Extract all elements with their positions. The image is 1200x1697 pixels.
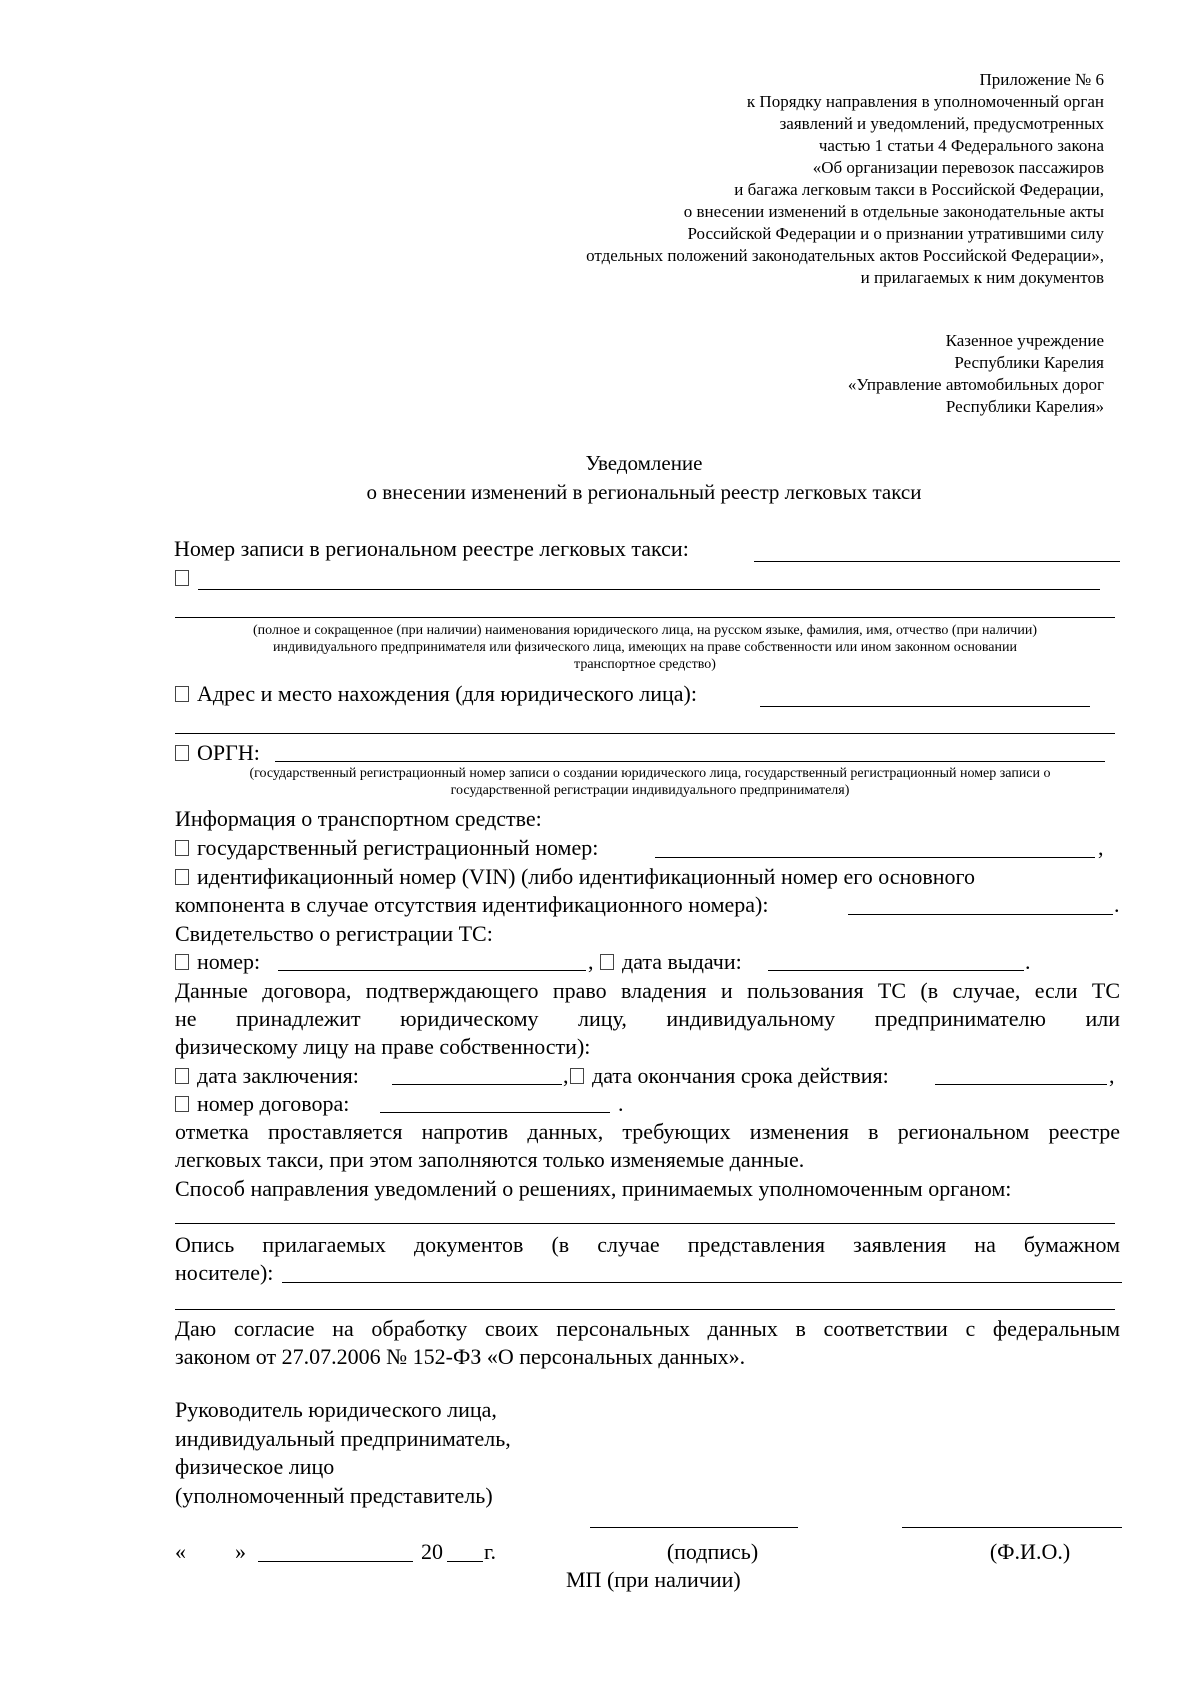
contract-end-label: дата окончания срока действия: <box>592 1063 889 1088</box>
contract-number-checkbox[interactable] <box>175 1096 189 1112</box>
documents-field-2[interactable] <box>175 1309 1115 1310</box>
record-number-label: Номер записи в региональном реестре легковых такси: <box>174 536 689 561</box>
ogrn-field[interactable] <box>275 761 1105 762</box>
contract-date-checkbox[interactable] <box>175 1068 189 1084</box>
cert-number-label: номер: <box>197 949 261 974</box>
date-year-suffix: г. <box>484 1539 497 1564</box>
date-quote-close: » <box>235 1539 246 1564</box>
consent-line1: Даю согласие на обработку своих персональных данных в соответствии с федеральным <box>175 1316 1120 1341</box>
address-row <box>175 680 697 707</box>
addressee-line: Казенное учреждение <box>945 331 1104 350</box>
ogrn-note-line: (государственный регистрационный номер записи о создании юридического лица, государственный регистрационный номер записи о <box>249 766 1051 781</box>
contract-end-comma: , <box>1109 1063 1115 1088</box>
vin-label-line1: идентификационный номер (VIN) (либо идентификационный номер его основного <box>197 864 975 889</box>
contract-end-row <box>570 1062 889 1089</box>
appendix-line: и багажа легковым такси в Российской Федерации, <box>734 180 1104 199</box>
ogrn-row <box>175 739 260 766</box>
contract-end-field[interactable] <box>935 1084 1107 1085</box>
addressee-line: Республики Карелия» <box>945 397 1104 416</box>
appendix-header <box>586 69 1104 289</box>
record-number-field[interactable] <box>754 561 1120 562</box>
address-field-2[interactable] <box>175 733 1115 734</box>
appendix-line: Приложение № 6 <box>979 70 1104 89</box>
contract-intro-line2: не принадлежит юридическому лицу, индивидуальному предпринимателю или <box>175 1006 1120 1031</box>
name-caption: (Ф.И.О.) <box>989 1539 1071 1564</box>
appendix-line: о внесении изменений в отдельные законодательные акты <box>683 202 1104 221</box>
contract-number-label: номер договора: <box>197 1091 350 1116</box>
contract-intro-line1: Данные договора, подтверждающего право владения и пользования ТС (в случае, если ТС <box>175 978 1120 1003</box>
cert-number-checkbox[interactable] <box>175 954 189 970</box>
contract-date-row <box>175 1062 359 1089</box>
mark-note-line1: отметка проставляется напротив данных, требующих изменения в региональном реестре <box>175 1119 1120 1144</box>
date-year-field[interactable] <box>447 1561 483 1562</box>
cert-date-checkbox[interactable] <box>600 954 614 970</box>
delivery-method-label: Способ направления уведомлений о решениях, принимаемых уполномоченным органом: <box>175 1176 1012 1201</box>
signer-line: индивидуальный предприниматель, <box>175 1425 511 1451</box>
cert-number-field[interactable] <box>278 970 586 971</box>
cert-date-period: . <box>1025 949 1031 974</box>
reg-plate-checkbox[interactable] <box>175 840 189 856</box>
appendix-line: частью 1 статьи 4 Федерального закона <box>818 136 1104 155</box>
appendix-line: к Порядку направления в уполномоченный орган <box>746 92 1104 111</box>
owner-name-field[interactable] <box>198 589 1100 590</box>
reg-plate-label: государственный регистрационный номер: <box>197 835 599 860</box>
cert-date-row <box>600 948 742 975</box>
date-month-field[interactable] <box>258 1561 413 1562</box>
signer-line: физическое лицо <box>175 1454 335 1479</box>
vehicle-info-label: Информация о транспортном средстве: <box>175 806 542 831</box>
vin-label-line2: компонента в случае отсутствия идентификационного номера): <box>175 892 769 917</box>
contract-date-label: дата заключения: <box>197 1063 359 1088</box>
appendix-line: Российской Федерации и о признании утратившими силу <box>687 224 1104 243</box>
contract-number-field[interactable] <box>380 1112 610 1113</box>
contract-date-comma: , <box>563 1063 569 1088</box>
ogrn-note-line: государственной регистрации индивидуального предпринимателя) <box>450 783 850 798</box>
contract-end-checkbox[interactable] <box>570 1068 584 1084</box>
owner-note <box>175 622 1115 673</box>
contract-number-period: . <box>618 1091 624 1116</box>
documents-line1: Опись прилагаемых документов (в случае представления заявления на бумажном <box>175 1232 1120 1257</box>
documents-field[interactable] <box>282 1282 1122 1283</box>
delivery-method-field[interactable] <box>175 1223 1115 1224</box>
signer-line: Руководитель юридического лица, <box>175 1397 497 1422</box>
documents-line2: носителе): <box>175 1260 274 1285</box>
address-label: Адрес и место нахождения (для юридического лица): <box>197 681 697 706</box>
owner-name-field-2[interactable] <box>175 617 1115 618</box>
owner-note-line: транспортное средство) <box>574 657 716 672</box>
owner-note-line: (полное и сокращенное (при наличии) наименования юридического лица, на русском языке, фамилия, имя, отчество (при наличии) <box>253 623 1037 638</box>
vin-period: . <box>1114 892 1120 917</box>
vin-checkbox[interactable] <box>175 869 189 885</box>
owner-checkbox[interactable] <box>175 570 189 586</box>
addressee-line: Республики Карелия <box>954 353 1104 372</box>
document-title <box>0 450 1200 505</box>
addressee-block <box>848 330 1104 418</box>
date-quote-open: « <box>175 1539 186 1564</box>
vin-row <box>175 863 975 890</box>
ogrn-label: ОРГН: <box>197 740 260 765</box>
signer-line: (уполномоченный представитель) <box>175 1482 493 1508</box>
signer-block <box>175 1396 511 1510</box>
address-checkbox[interactable] <box>175 686 189 702</box>
stamp-caption: МП (при наличии) <box>566 1567 741 1592</box>
name-field[interactable] <box>902 1527 1122 1528</box>
cert-number-row <box>175 948 260 975</box>
contract-intro-line3: физическому лицу на праве собственности): <box>175 1034 591 1059</box>
appendix-line: отдельных положений законодательных актов Российской Федерации», <box>586 246 1104 265</box>
contract-date-field[interactable] <box>392 1084 562 1085</box>
reg-plate-row <box>175 834 598 861</box>
cert-date-label: дата выдачи: <box>622 949 742 974</box>
reg-plate-comma: , <box>1098 835 1104 860</box>
reg-plate-field[interactable] <box>655 857 1095 858</box>
certificate-label: Свидетельство о регистрации ТС: <box>175 921 493 946</box>
signature-field[interactable] <box>590 1527 798 1528</box>
mark-note-line2: легковых такси, при этом заполняются только изменяемые данные. <box>175 1147 805 1172</box>
appendix-line: и прилагаемых к ним документов <box>860 268 1104 287</box>
addressee-line: «Управление автомобильных дорог <box>847 375 1104 394</box>
cert-date-field[interactable] <box>768 970 1024 971</box>
ogrn-checkbox[interactable] <box>175 745 189 761</box>
owner-note-line: индивидуального предпринимателя или физического лица, имеющих на праве собственности или ином законном основании <box>273 640 1017 655</box>
title-line: Уведомление <box>585 451 703 475</box>
vin-field[interactable] <box>848 914 1113 915</box>
appendix-line: заявлений и уведомлений, предусмотренных <box>779 114 1104 133</box>
contract-number-row <box>175 1090 349 1117</box>
title-subtitle: о внесении изменений в региональный реестр легковых такси <box>366 480 922 504</box>
address-field[interactable] <box>760 706 1090 707</box>
date-year-prefix: 20 <box>421 1539 443 1564</box>
appendix-line: «Об организации перевозок пассажиров <box>812 158 1104 177</box>
cert-number-comma: , <box>588 949 594 974</box>
signature-caption: (подпись) <box>666 1539 759 1564</box>
ogrn-note <box>175 765 1125 799</box>
consent-line2: законом от 27.07.2006 № 152-ФЗ «О персональных данных». <box>175 1344 746 1369</box>
